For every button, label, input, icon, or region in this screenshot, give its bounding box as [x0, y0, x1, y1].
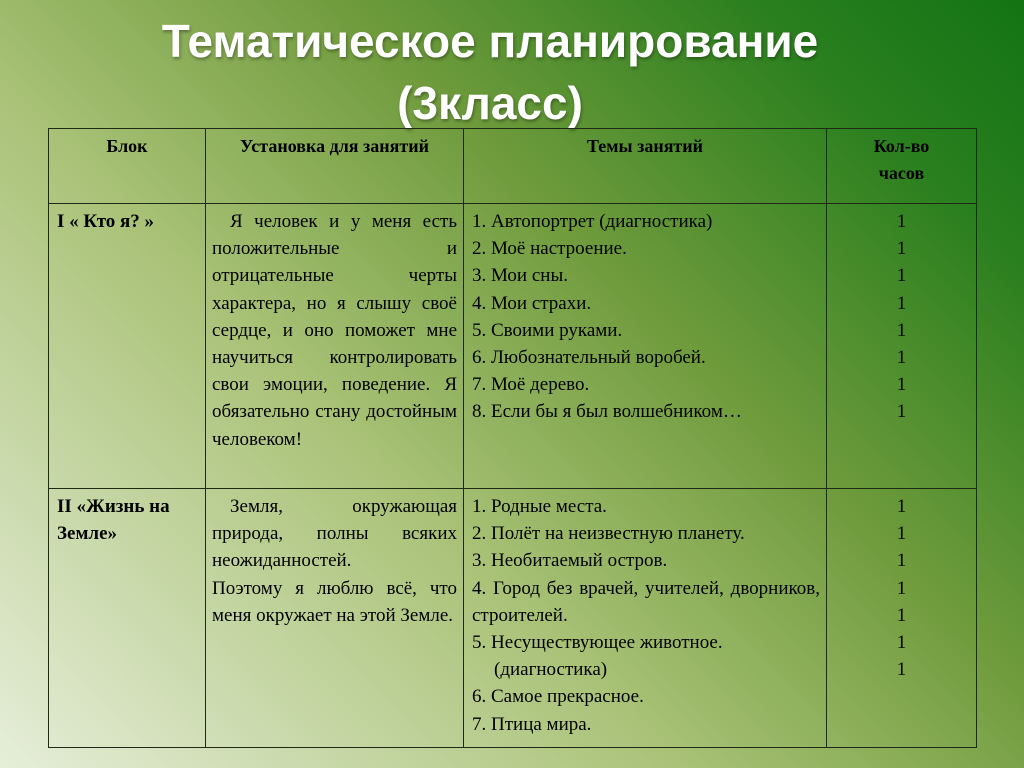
topic-item: 7. Птица мира. [472, 713, 592, 735]
title-line-1: Тематическое планирование [161, 15, 819, 67]
hours-cell [827, 204, 977, 489]
hours-value: 1 [896, 374, 907, 396]
topic-item: 4. Город без врачей, учителей, дворников, строителей. [472, 577, 820, 626]
header-hours [827, 129, 977, 204]
topic-item: 3. Мои сны. [472, 265, 568, 287]
hours-value: 1 [896, 292, 907, 314]
block-cell: II «Жизнь на Земле» [49, 489, 206, 748]
hours-cell [827, 489, 977, 748]
hours-value: 1 [896, 496, 907, 517]
topic-item: 7. Моё дерево. [472, 374, 590, 396]
setup-text: Я человек и у меня есть положительные и отрицательные черты характера, но я слышу своё сердце, и оно поможет мне научиться контролировать свои эмоции, поведение. Я обязательно стану достойным человеком! [212, 211, 457, 450]
setup-text: Земля, окружающая природа, полны всяких неожиданностей. [212, 496, 457, 572]
hours-value: 1 [896, 347, 907, 369]
topic-item: 2. Полёт на неизвестную планету. [472, 523, 745, 545]
hours-value: 1 [896, 577, 907, 599]
slide-title [0, 10, 980, 134]
hours-value: 1 [896, 523, 907, 545]
header-hours-line-2: часов [878, 163, 925, 183]
topic-item: 2. Моё настроение. [472, 238, 627, 260]
hours-value: 1 [896, 550, 907, 572]
hours-value: 1 [896, 604, 907, 626]
header-block: Блок [49, 129, 206, 204]
setup-text: Поэтому я люблю всё, что меня окружает на этой Земле. [212, 577, 457, 626]
block-cell: I « Кто я? » [49, 204, 206, 489]
topic-item: 5. Несуществующее животное. [472, 632, 723, 654]
setup-cell [206, 204, 464, 489]
header-setup: Установка для занятий [206, 129, 464, 204]
hours-value: 1 [896, 659, 907, 681]
table-row [49, 204, 977, 489]
hours-value: 1 [896, 265, 907, 287]
topic-item: 8. Если бы я был волшебником… [472, 401, 742, 423]
setup-cell [206, 489, 464, 748]
topic-item: 1. Родные места. [472, 496, 607, 517]
hours-value: 1 [896, 319, 907, 341]
topic-item: 1. Автопортрет (диагностика) [472, 211, 713, 232]
topic-item: 6. Любознательный воробей. [472, 347, 706, 369]
topic-item-continuation: (диагностика) [494, 659, 608, 681]
hours-value: 1 [896, 401, 907, 423]
topic-item: 3. Необитаемый остров. [472, 550, 668, 572]
topic-item: 5. Своими руками. [472, 319, 623, 341]
header-hours-line-1: Кол-во [873, 136, 930, 156]
topic-item: 6. Самое прекрасное. [472, 686, 644, 708]
header-topics: Темы занятий [464, 129, 827, 204]
table-row [49, 489, 977, 748]
title-line-2: (3класс) [397, 77, 583, 129]
table-header-row [49, 129, 977, 204]
hours-value: 1 [896, 211, 907, 232]
topics-cell [464, 489, 827, 748]
hours-value: 1 [896, 632, 907, 654]
topics-cell [464, 204, 827, 489]
planning-table [48, 128, 977, 748]
topic-item: 4. Мои страхи. [472, 292, 592, 314]
hours-value: 1 [896, 238, 907, 260]
